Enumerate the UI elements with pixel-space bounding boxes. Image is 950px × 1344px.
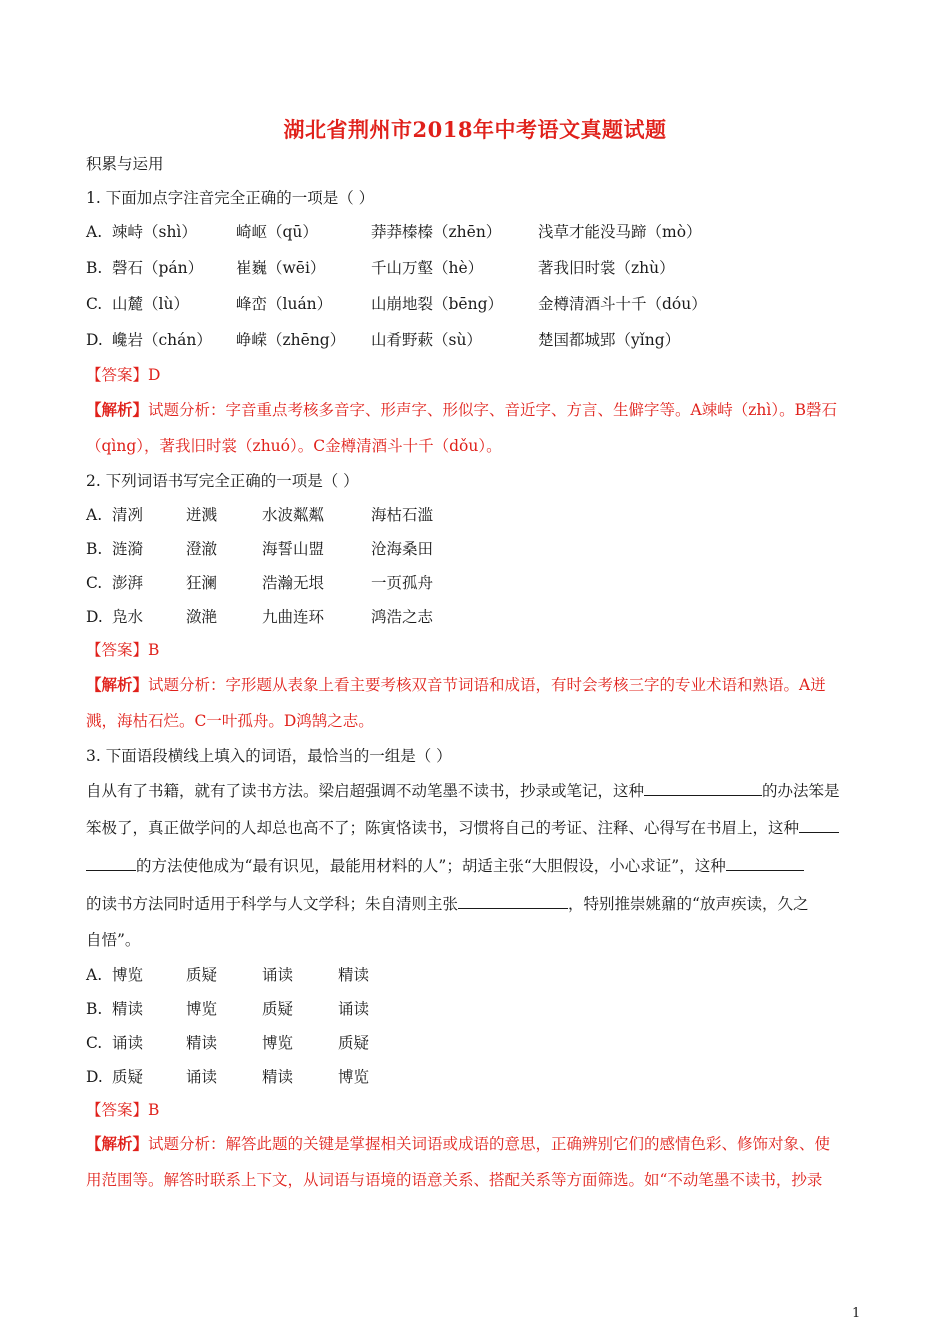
option-item: 诵读 — [186, 1068, 218, 1086]
option-item: 著我旧时裳（zhù） — [538, 259, 675, 277]
option-label: B. — [86, 540, 103, 558]
passage-text: 自从有了书籍，就有了读书方法。梁启超强调不动笔墨不读书，抄录或笔记，这种 — [86, 782, 645, 800]
option-item: 澎湃 — [112, 574, 144, 592]
option-item: 一页孤舟 — [371, 574, 434, 592]
passage-text: 的读书方法同时适用于科学与人文学科；朱自清则主张 — [86, 895, 459, 913]
q3-analysis-line-1 — [86, 1134, 830, 1154]
option-item: 竦峙（shì） — [112, 223, 197, 241]
option-item: 狂澜 — [186, 574, 218, 592]
q3-stem: 3. 下面语段横线上填入的词语，最恰当的一组是（ ） — [86, 747, 452, 765]
q2-analysis-line-2: 溅，海枯石烂。C一叶孤舟。D鸿鹄之志。 — [86, 712, 374, 730]
option-label: A. — [86, 223, 103, 241]
q3-option-c — [86, 1033, 886, 1053]
option-item: 金樽清酒斗十千（dóu） — [538, 295, 707, 313]
option-label: B. — [86, 259, 103, 277]
fill-blank — [86, 854, 136, 871]
option-item: 山肴野蔌（sù） — [371, 331, 482, 349]
analysis-text: 试题分析：字音重点考核多音字、形声字、形似字、音近字、方言、生僻字等。A竦峙（zhì）。B磬石 — [148, 401, 837, 419]
option-item: 浩瀚无垠 — [262, 574, 325, 592]
fill-blank — [799, 816, 839, 833]
q1-option-b — [86, 258, 886, 278]
option-item: 质疑 — [338, 1034, 370, 1052]
option-item: 峰峦（luán） — [236, 295, 333, 313]
q1-answer: 【答案】D — [86, 366, 161, 384]
option-item: 沧海桑田 — [371, 540, 434, 558]
option-item: 诵读 — [262, 966, 294, 984]
option-item: 峥嵘（zhēng） — [236, 331, 346, 349]
page-number: 1 — [852, 1306, 861, 1321]
option-item: 崔巍（wēi） — [236, 259, 326, 277]
option-item: 精读 — [338, 966, 370, 984]
section-heading: 积累与运用 — [86, 155, 164, 173]
q3-passage-line-4 — [86, 892, 808, 914]
option-item: 诵读 — [112, 1034, 144, 1052]
q2-answer: 【答案】B — [86, 641, 160, 659]
option-item: 精读 — [112, 1000, 144, 1018]
option-item: 博览 — [186, 1000, 218, 1018]
passage-text: 笨极了，真正做学问的人却总也高不了；陈寅恪读书，习惯将自己的考证、注释、心得写在书眉上，这种 — [86, 819, 800, 837]
option-label: C. — [86, 1034, 103, 1052]
option-label: C. — [86, 574, 103, 592]
analysis-tag: 【解析】 — [86, 1134, 149, 1153]
analysis-tag: 【解析】 — [86, 400, 149, 419]
option-item: 山崩地裂（bēng） — [371, 295, 504, 313]
option-item: 诵读 — [338, 1000, 370, 1018]
option-label: C. — [86, 295, 103, 313]
analysis-text: 试题分析：字形题从表象上看主要考核双音节词语和成语，有时会考核三字的专业术语和熟语。A迸 — [148, 676, 826, 694]
option-item: 水波粼粼 — [262, 506, 325, 524]
q3-analysis-line-2: 用范围等。解答时联系上下文，从词语与语境的语意关系、搭配关系等方面筛选。如“不动笔墨不读书，抄录 — [86, 1171, 823, 1189]
q1-analysis-line-1 — [86, 400, 837, 420]
passage-text: ，特别推崇姚鼐的“放声疾读，久之 — [568, 895, 809, 913]
passage-text: 的办法笨是 — [762, 782, 840, 800]
option-item: 潋滟 — [186, 608, 218, 626]
q1-analysis-line-2: （qìng），著我旧时裳（zhuó）。C金樽清酒斗十千（dǒu）。 — [86, 437, 502, 455]
option-label: A. — [86, 506, 103, 524]
option-item: 质疑 — [112, 1068, 144, 1086]
q3-passage-line-5: 自悟”。 — [86, 931, 141, 949]
option-item: 崎岖（qū） — [236, 223, 318, 241]
q2-stem: 2. 下列词语书写完全正确的一项是（ ） — [86, 472, 359, 490]
passage-text: 的方法使他成为“最有识见，最能用材料的人”；胡适主张“大胆假设，小心求证”，这种 — [136, 857, 726, 875]
option-item: 海枯石滥 — [371, 506, 434, 524]
q2-option-a — [86, 505, 886, 525]
option-item: 巉岩（chán） — [112, 331, 212, 349]
fill-blank — [644, 779, 762, 796]
option-item: 凫水 — [112, 608, 144, 626]
option-item: 精读 — [186, 1034, 218, 1052]
option-label: D. — [86, 331, 103, 349]
option-item: 楚国都城郢（yǐng） — [538, 331, 681, 349]
q3-passage-line-1 — [86, 779, 840, 801]
option-item: 九曲连环 — [262, 608, 325, 626]
option-item: 清冽 — [112, 506, 144, 524]
q2-option-b — [86, 539, 886, 559]
q2-option-d — [86, 607, 886, 627]
option-item: 精读 — [262, 1068, 294, 1086]
page-title: 湖北省荆州市2018年中考语文真题试题 — [283, 117, 667, 142]
q1-option-a — [86, 222, 886, 242]
q3-option-d — [86, 1067, 886, 1087]
q3-option-b — [86, 999, 886, 1019]
q3-answer: 【答案】B — [86, 1101, 160, 1119]
option-item: 磬石（pán） — [112, 259, 204, 277]
option-label: D. — [86, 1068, 103, 1086]
option-item: 博览 — [262, 1034, 294, 1052]
option-item: 浅草才能没马蹄（mò） — [538, 223, 702, 241]
q2-analysis-line-1 — [86, 675, 826, 695]
q1-option-d — [86, 330, 886, 350]
q1-option-c — [86, 294, 886, 314]
option-label: A. — [86, 966, 103, 984]
q3-passage-line-3 — [86, 854, 804, 876]
q3-passage-line-2 — [86, 816, 839, 838]
option-item: 澄澈 — [186, 540, 218, 558]
option-label: B. — [86, 1000, 103, 1018]
option-item: 质疑 — [186, 966, 218, 984]
fill-blank — [458, 892, 568, 909]
option-item: 莽莽榛榛（zhēn） — [371, 223, 502, 241]
option-item: 涟漪 — [112, 540, 144, 558]
q3-option-a — [86, 965, 886, 985]
fill-blank — [726, 854, 804, 871]
option-item: 鸿浩之志 — [371, 608, 434, 626]
q2-option-c — [86, 573, 886, 593]
q1-stem: 1. 下面加点字注音完全正确的一项是（ ） — [86, 189, 375, 207]
option-item: 博览 — [112, 966, 144, 984]
option-item: 质疑 — [262, 1000, 294, 1018]
option-item: 迸溅 — [186, 506, 218, 524]
option-label: D. — [86, 608, 103, 626]
analysis-text: 试题分析：解答此题的关键是掌握相关词语或成语的意思，正确辨别它们的感情色彩、修饰对象、使 — [148, 1135, 831, 1153]
option-item: 千山万壑（hè） — [371, 259, 484, 277]
analysis-tag: 【解析】 — [86, 675, 149, 694]
option-item: 博览 — [338, 1068, 370, 1086]
option-item: 山麓（lù） — [112, 295, 189, 313]
option-item: 海誓山盟 — [262, 540, 325, 558]
